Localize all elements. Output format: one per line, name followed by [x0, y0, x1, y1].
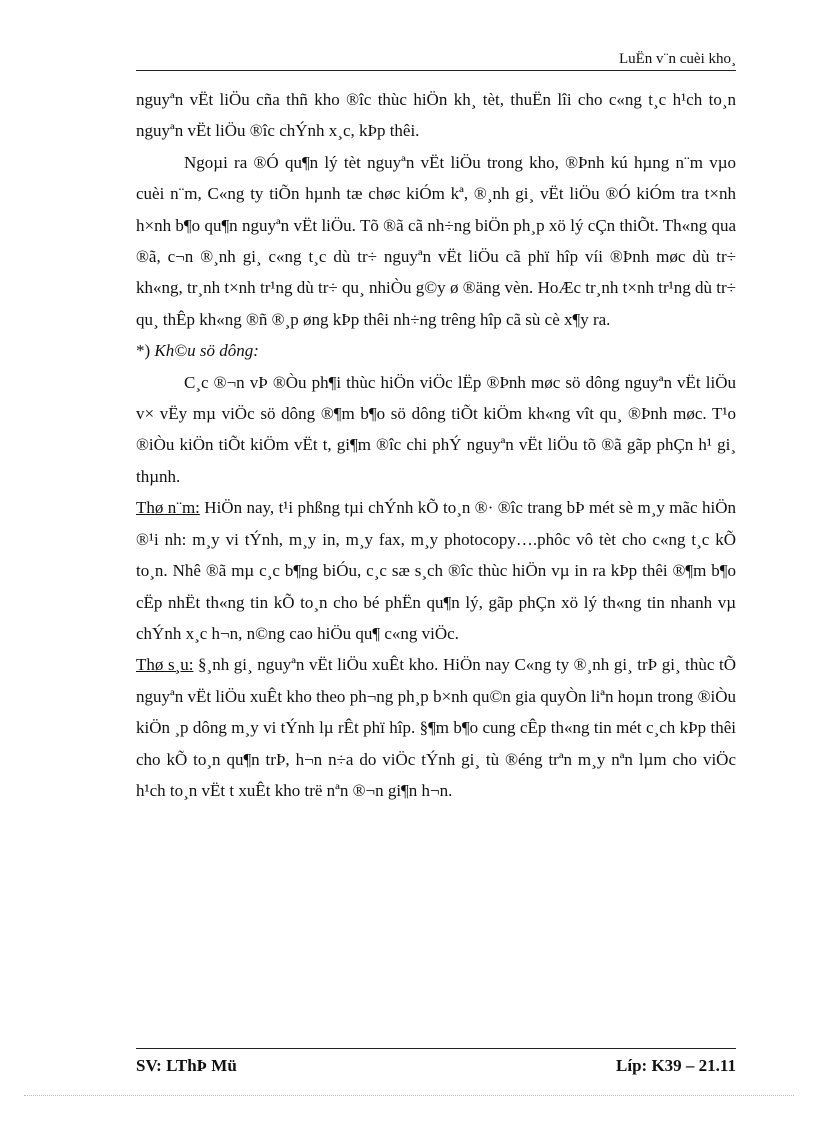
class-code: Líp: K39 – 21.11	[616, 1056, 736, 1075]
paragraph-5-text: HiÖn nay, t¹i phßng tµi chÝnh kÕ to¸n ®· ®îc trang bÞ mét sè m¸y mãc hiÖn ®¹i nh: m¸y vi tÝnh, m¸y in, m¸y fax, m¸y photocopy….phôc vô tèt cho c«ng t¸c kÕ to¸n. Nhê ®ã mµ c¸c b¶ng biÓu, c¸c sæ s¸ch ®îc thùc hiÖn vµ in ra kÞp thêi ®¶m b¶o cËp nhËt th«ng tin kÕ to¸n cho bé phËn qu¶n lý, gãp phÇn xö lý th«ng tin nhanh vµ chÝnh x¸c h¬n, n©ng cao hiÖu qu¶ c«ng viÖc.	[136, 498, 737, 643]
paragraph-6-label: Thø s¸u:	[136, 655, 194, 675]
paragraph-2: Ngoµi ra ®Ó qu¶n lý tèt nguyªn vËt liÖu trong kho, ®Þnh kú hµng n¨m vµo cuèi n¨m, C«ng ty tiÕn hµnh tæ chøc kiÓm kª, ®¸nh gi¸ vËt liÖu ®Ó kiÓm tra t×nh h×nh b¶o qu¶n nguyªn vËt liÖu. Tõ ®ã cã nh÷ng biÖn ph¸p xö lý cÇn thiÕt. Th«ng qua ®ã, c¬n ®¸nh gi¸ c«ng t¸c dù tr÷ nguyªn vËt liÖu cã phï hîp víi ®Þnh møc dù tr÷ kh«ng, tr¸nh t×nh tr¹ng dù tr÷ qu¸ nhiÒu g©y ø ®äng vèn. HoÆc tr¸nh t×nh tr¹ng dù tr÷ qu¸ thÊp kh«ng ®ñ ®¸p øng kÞp thêi nh÷ng trêng hîp cã sù cè x¶y ra.	[136, 152, 736, 329]
paragraph-3-heading	[136, 335, 736, 366]
paragraph-6-text: §¸nh gi¸ nguyªn vËt liÖu xuÊt kho. HiÖn nay C«ng ty ®¸nh gi¸ trÞ gi¸ thùc tÕ nguyªn vËt liÖu xuÊt kho theo ph¬ng ph¸p b×nh qu©n gia quyÒn liªn hoµn trong ®iÒu kiÖn ¸p dông m¸y vi tÝnh lµ rÊt phï hîp. §¶m b¶o cung cÊp th«ng tin mét c¸ch kÞp thêi cho kÕ to¸n qu¶n trÞ, h¬n n÷a do viÖc tÝnh gi¸ tù ®éng trªn m¸y nªn lµm cho viÖc h¹ch to¸n vËt t xuÊt kho trë nªn ®¬n gi¶n h¬n.	[136, 655, 736, 800]
paragraph-1: nguyªn vËt liÖu cña thñ kho ®îc thùc hiÖn kh¸ tèt, thuËn lîi cho c«ng t¸c h¹ch to¸n nguyªn vËt liÖu ®îc chÝnh x¸c, kÞp thêi.	[136, 90, 736, 141]
document-body	[136, 84, 736, 806]
paragraph-5-label: Thø n¨m:	[136, 498, 200, 518]
list-marker: *)	[136, 341, 155, 361]
page-header	[136, 50, 736, 71]
paragraph-5	[136, 492, 736, 649]
paragraph-6	[136, 649, 736, 806]
document-title: LuËn v¨n cuèi kho¸	[618, 51, 736, 67]
page-bottom-divider	[24, 1095, 794, 1096]
page-footer	[136, 1048, 736, 1075]
paragraph-4: C¸c ®¬n vÞ ®Òu ph¶i thùc hiÖn viÖc lËp ®Þnh møc sö dông nguyªn vËt liÖu v× vËy mµ viÖc sö dông ®¶m b¶o sö dông tiÕt kiÖm kh«ng vît qu¸ ®Þnh møc. T¹o ®iÒu kiÖn tiÕt kiÖm vËt t, gi¶m ®îc chi phÝ nguyªn vËt liÖu tõ ®ã gãp phÇn h¹ gi¸ thµnh.	[136, 372, 736, 486]
section-heading: Kh©u sö dông:	[154, 341, 259, 361]
student-name: SV: LThÞ Mü	[136, 1056, 237, 1075]
